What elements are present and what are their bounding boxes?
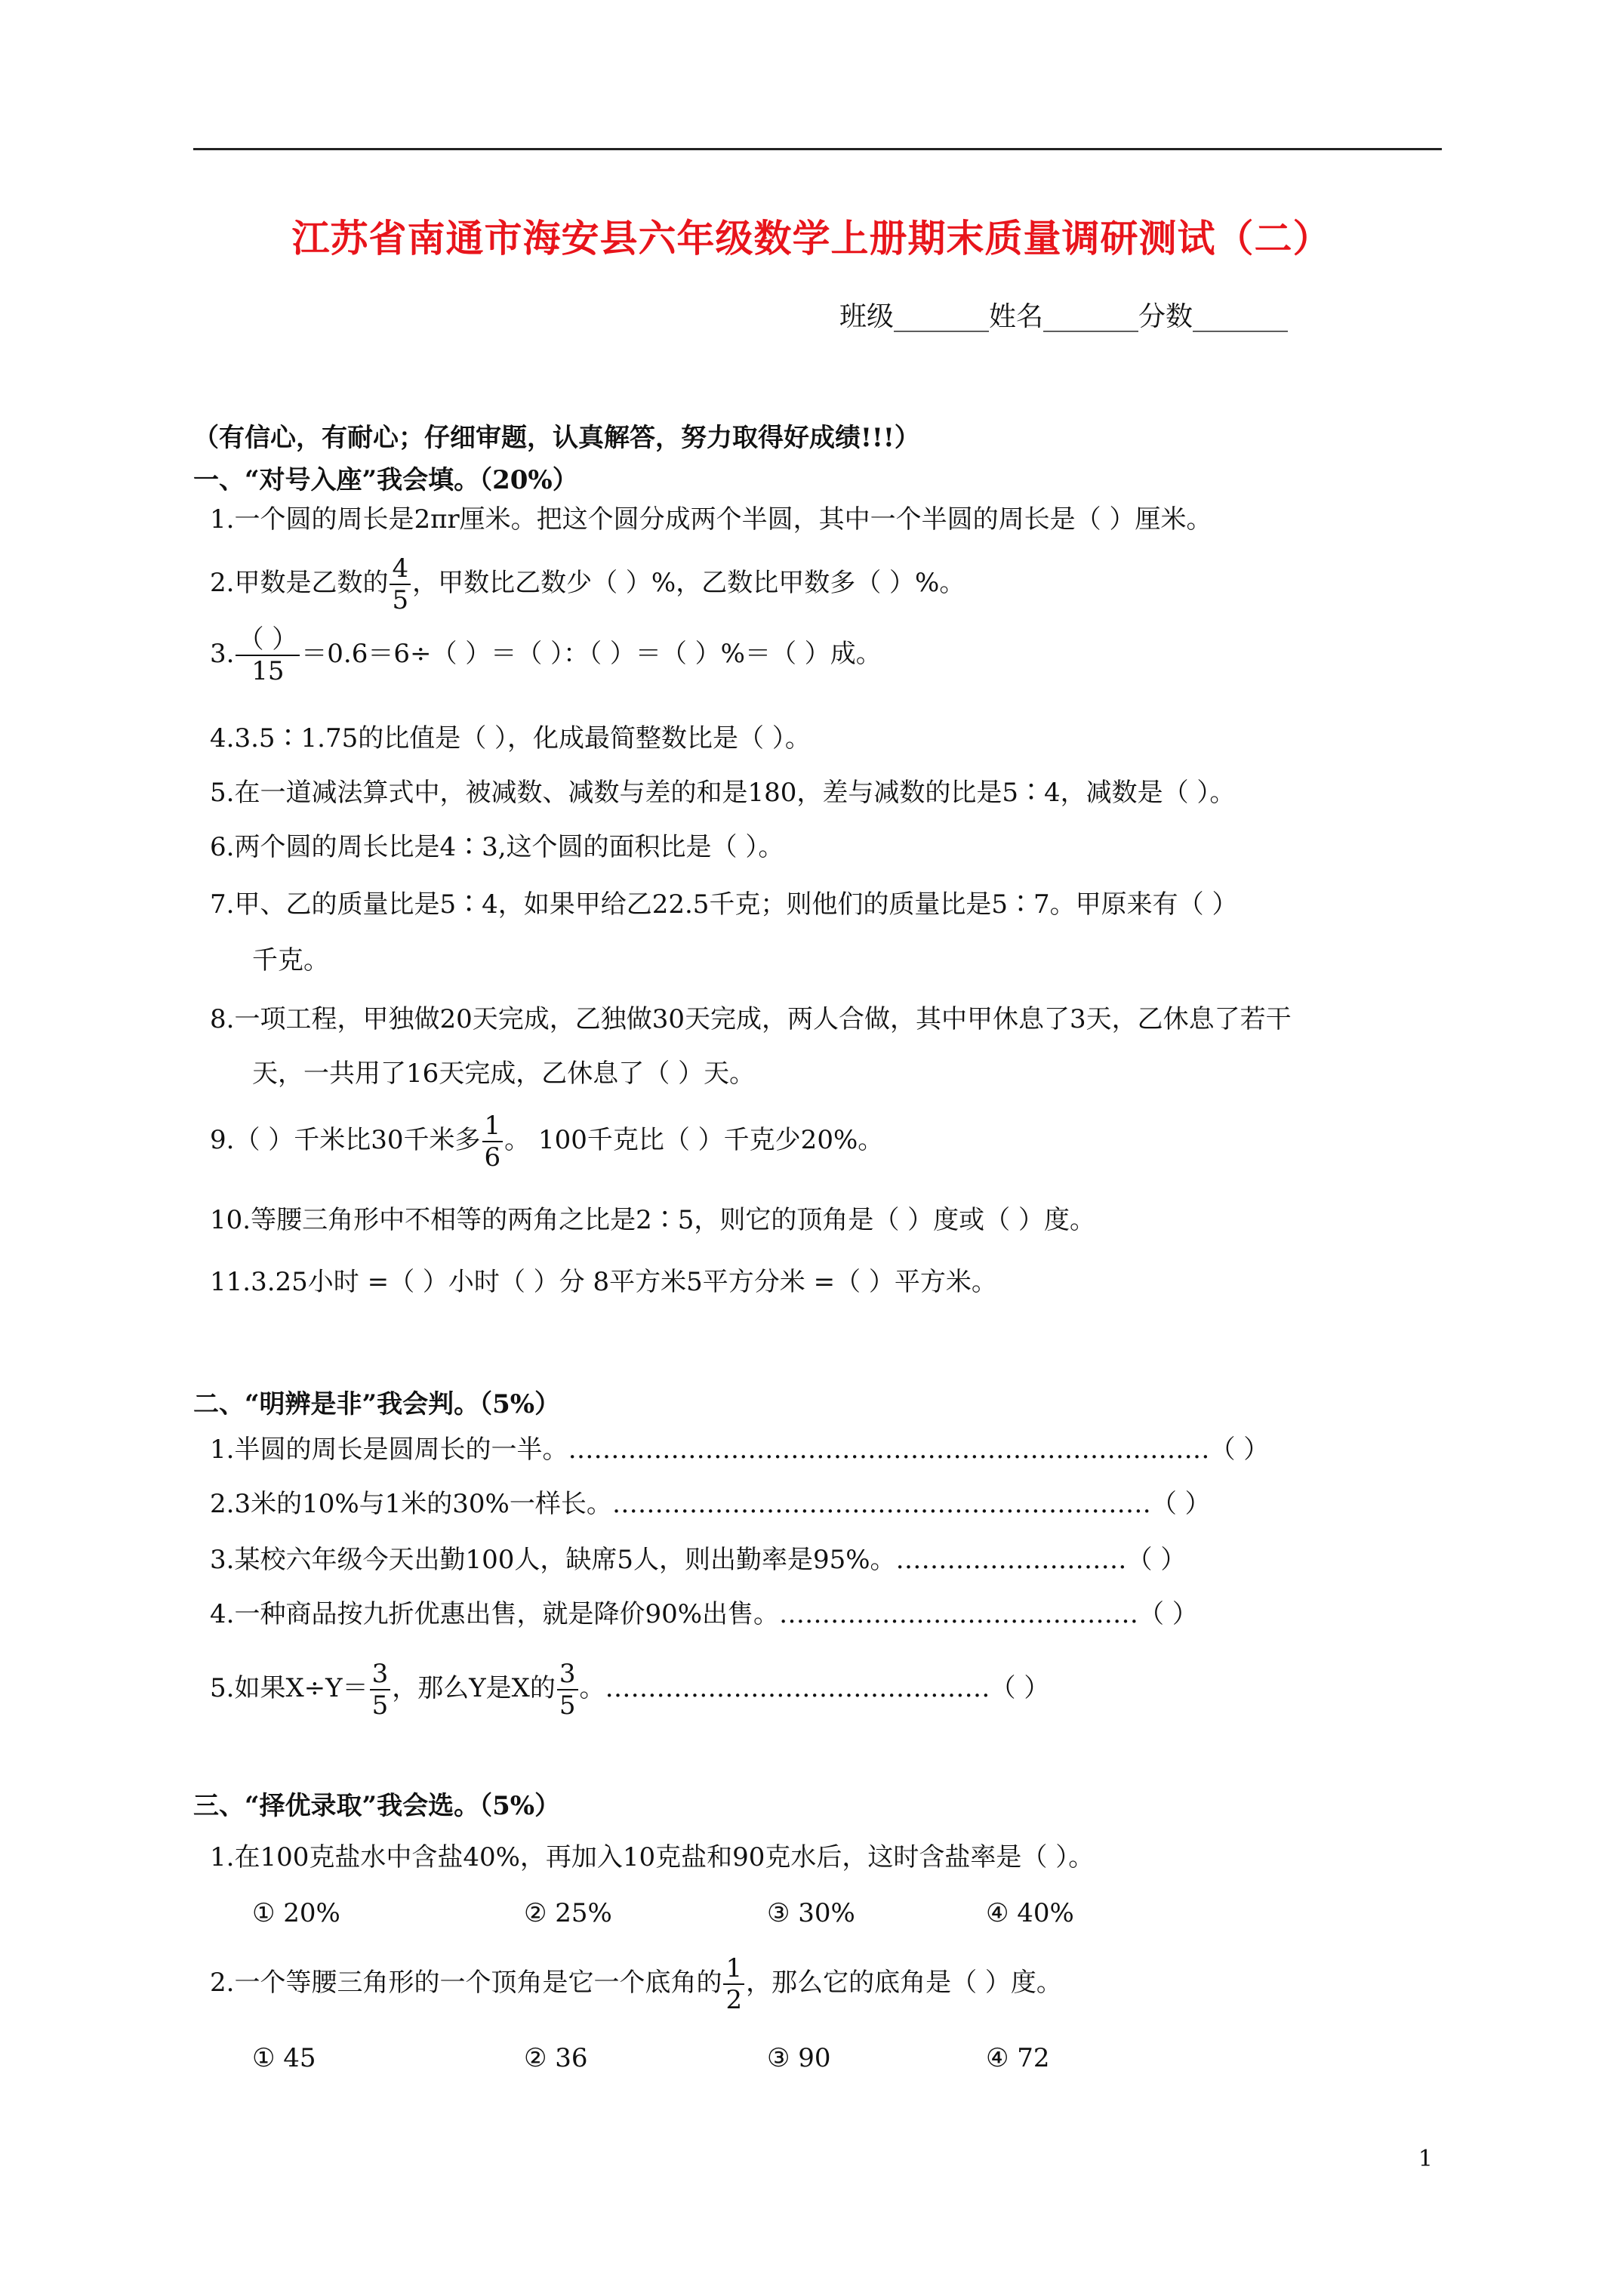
fraction-numerator: 4 xyxy=(390,556,411,585)
question-1-11: 11.3.25小时 =（ ）小时（ ）分 8平方米5平方分米 =（ ）平方米。 xyxy=(210,1267,997,1297)
question-2-4: 4.一种商品按九折优惠出售，就是降价90%出售。……………………………………（ ） xyxy=(210,1599,1198,1629)
option-3-2-b: ② 36 xyxy=(524,2043,588,2073)
question-3-2-pre: 2.一个等腰三角形的一个顶角是它一个底角的 xyxy=(210,1968,722,1998)
option-3-2-a: ① 45 xyxy=(252,2043,316,2073)
question-1-9-pre: （ ）千米比30千米多 xyxy=(234,1125,481,1155)
question-1-7-cont: 千克。 xyxy=(252,945,329,975)
option-3-1-c: ③ 30% xyxy=(767,1898,855,1928)
fraction xyxy=(723,1955,744,2013)
section-1-heading: 一、“对号入座”我会填。（20%） xyxy=(193,465,578,495)
fraction-numerator: 3 xyxy=(557,1661,578,1690)
fraction-denominator: 2 xyxy=(725,1985,743,2015)
question-2-3: 3.某校六年级今天出勤100人，缺席5人，则出勤率是95%。………………………（ ） xyxy=(210,1545,1187,1575)
question-1-6: 6.两个圆的周长比是4∶3,这个圆的面积比是（ ）。 xyxy=(210,832,784,862)
fraction-denominator: 5 xyxy=(559,1690,576,1721)
option-3-1-d: ④ 40% xyxy=(986,1898,1074,1928)
option-3-1-b: ② 25% xyxy=(524,1898,612,1928)
question-1-7: 7.甲、乙的质量比是5∶4，如果甲给乙22.5千克；则他们的质量比是5∶7。甲原来有（ ） xyxy=(210,889,1238,920)
fraction-numerator: 1 xyxy=(482,1113,504,1142)
question-3-2-post: ，那么它的底角是（ ）度。 xyxy=(746,1968,1062,1998)
question-2-1: 1.半圆的周长是圆周长的一半。…………………………………………………………………（ ） xyxy=(210,1435,1270,1465)
question-1-2 xyxy=(210,553,965,615)
page-title: 江苏省南通市海安县六年级数学上册期末质量调研测试（二） xyxy=(291,216,1332,260)
fraction-denominator: 5 xyxy=(371,1690,389,1721)
fraction-numerator: 1 xyxy=(723,1955,744,1985)
fraction xyxy=(390,553,411,615)
fraction-denominator: 15 xyxy=(251,656,285,686)
question-1-8-cont: 天，一共用了16天完成，乙休息了（ ）天。 xyxy=(252,1059,756,1089)
header-rule xyxy=(193,148,1442,150)
section-3-heading: 三、“择优录取”我会选。（5%） xyxy=(193,1791,561,1821)
option-3-1-a: ① 20% xyxy=(252,1898,340,1928)
fraction xyxy=(370,1659,391,1721)
question-1-5: 5.在一道减法算式中，被减数、减数与差的和是180，差与减数的比是5∶4，减数是（ ）。 xyxy=(210,778,1236,808)
fraction-numerator: 3 xyxy=(370,1661,391,1690)
question-1-8: 8.一项工程，甲独做20天完成，乙独做30天完成，两人合做，其中甲休息了3天，乙休息了若干 xyxy=(210,1004,1292,1034)
question-1-3 xyxy=(210,624,882,686)
question-2-5-mid: ，那么Y是X的 xyxy=(392,1673,556,1703)
fraction xyxy=(482,1111,504,1173)
question-1-2-pre: 2.甲数是乙数的 xyxy=(210,568,389,598)
question-3-1: 1.在100克盐水中含盐40%，再加入10克盐和90克水后，这时含盐率是（ ）。 xyxy=(210,1842,1095,1872)
question-1-2-post: ，甲数比乙数少（ ）%，乙数比甲数多（ ）%。 xyxy=(412,568,965,598)
section-2-heading: 二、“明辨是非”我会判。（5%） xyxy=(193,1389,561,1419)
fraction-denominator: 5 xyxy=(392,585,409,615)
fraction-denominator: 6 xyxy=(484,1142,501,1173)
option-3-2-d: ④ 72 xyxy=(986,2043,1050,2073)
question-2-5 xyxy=(210,1659,1050,1721)
question-3-2 xyxy=(210,1955,1062,2013)
option-3-2-c: ③ 90 xyxy=(767,2043,831,2073)
question-1-3-prefix: 3. xyxy=(210,639,235,669)
question-1-9-prefix: 9. xyxy=(210,1125,235,1155)
question-1-10: 10.等腰三角形中不相等的两角之比是2∶5，则它的顶角是（ ）度或（ ）度。 xyxy=(210,1205,1095,1235)
question-2-5-pre: 5.如果X÷Y＝ xyxy=(210,1673,368,1703)
page-number: 1 xyxy=(1418,2146,1433,2172)
fraction xyxy=(557,1659,578,1721)
question-1-9 xyxy=(210,1111,884,1173)
motto: （有信心，有耐心；仔细审题，认真解答，努力取得好成绩!!!） xyxy=(193,423,920,453)
question-1-4: 4.3.5∶1.75的比值是（ ），化成最简整数比是（ ）。 xyxy=(210,723,811,754)
question-1-3-post: ＝0.6＝6÷（ ）＝（ ）：（ ）＝（ ）%＝（ ）成。 xyxy=(301,639,882,669)
question-2-5-post: 。………………………………………（ ） xyxy=(579,1673,1050,1703)
question-2-2: 2.3米的10%与1米的30%一样长。………………………………………………………（ ） xyxy=(210,1489,1211,1519)
question-1-1: 1.一个圆的周长是2πr厘米。把这个圆分成两个半圆，其中一个半圆的周长是（ ）厘米。 xyxy=(210,504,1212,535)
fraction xyxy=(236,624,300,686)
student-info-line: 班级_______姓名_______分数_______ xyxy=(839,301,1289,332)
question-1-9-post: 。 100千克比（ ）千克少20%。 xyxy=(504,1125,884,1155)
fraction-numerator: （ ） xyxy=(236,627,300,656)
